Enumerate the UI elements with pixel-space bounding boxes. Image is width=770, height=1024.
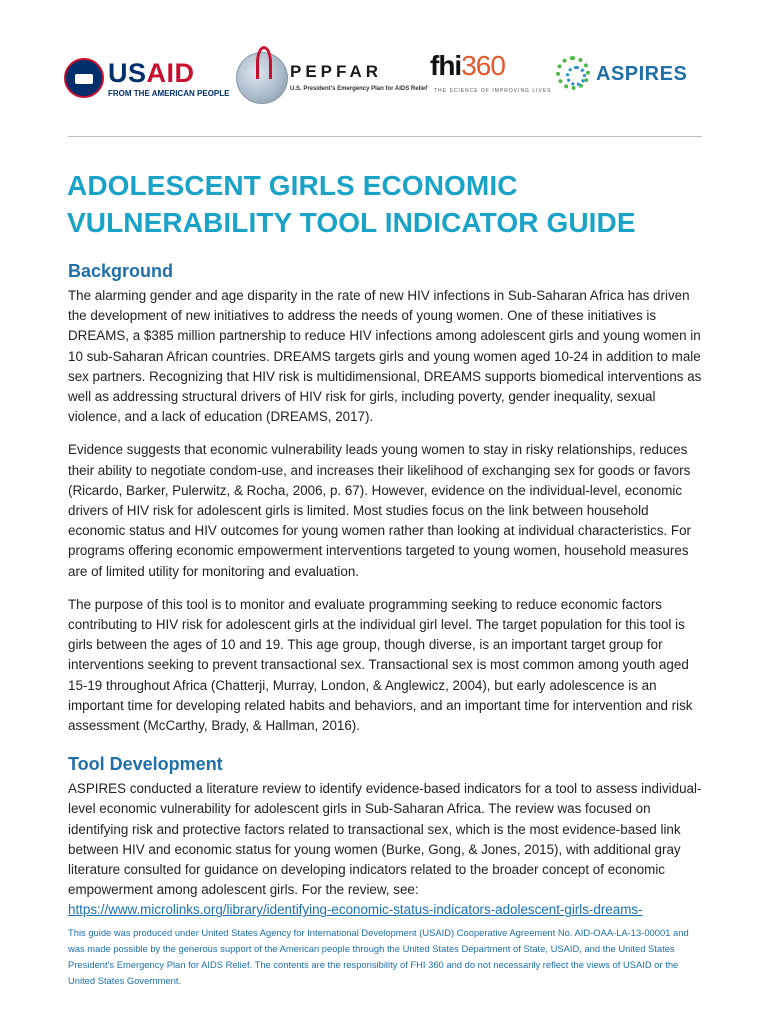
fhi360-logo xyxy=(430,50,552,100)
header-divider xyxy=(68,136,702,137)
usaid-wordmark: USAID xyxy=(108,58,195,88)
funding-footnote: This guide was produced under United States Agency for International Development (USAID) Cooperative Agreement No. AID-OAA-LA-13-00001 and was made possible by the generous support of the American people through the United States Department of State, USAID, and the United States President's Emergency Plan for AIDS Relief. The contents are the responsibility of FHI 360 and do not necessarily reflect the views of USAID or the United States Government. xyxy=(68,927,689,986)
background-paragraph-1: The alarming gender and age disparity in the rate of new HIV infections in Sub-Saharan Africa has driven the development of new initiatives to address the needs of young women. One of these initiatives is DREAMS, a $385 million partnership to reduce HIV infections among adolescent girls and young women in 10 sub-Saharan African countries. DREAMS targets girls and young women aged 10-24 in addition to male sex partners. Recognizing that HIV risk is multidimensional, DREAMS supports biomedical interventions as well as addressing structural drivers of HIV risk for girls, including poverty, gender inequality, sexual violence, and a lack of education (DREAMS, 2017). xyxy=(68,288,702,425)
page-title: ADOLESCENT GIRLS ECONOMIC VULNERABILITY TOOL INDICATOR GUIDE xyxy=(67,170,636,238)
aspires-logo xyxy=(556,56,696,96)
usaid-tagline: FROM THE AMERICAN PEOPLE xyxy=(108,89,230,98)
pepfar-logo xyxy=(236,52,428,108)
fhi360-wordmark: fhi360 xyxy=(430,50,505,81)
tool-development-heading: Tool Development xyxy=(68,754,223,775)
background-paragraph-2: Evidence suggests that economic vulnerability leads young women to stay in risky relationships, reduces their ability to negotiate condom-use, and increases their likelihood of exchanging sex for goods or favors (Ricardo, Barker, Pulerwitz, & Rocha, 2006, p. 67). However, evidence on the individual-level, economic drivers of HIV risk for adolescent girls is limited. Most studies focus on the link between household economic status and HIV outcomes for young women rather than looking at individual characteristics. For programs offering economic empowerment interventions targeted to young women, household measures are of limited utility for monitoring and evaluation. xyxy=(68,442,691,579)
aspires-wordmark: ASPIRES xyxy=(596,63,688,85)
aspires-mark-icon xyxy=(556,56,590,90)
fhi360-tagline: THE SCIENCE OF IMPROVING LIVES xyxy=(434,88,552,94)
main-content xyxy=(68,261,706,921)
pepfar-wordmark: PEPFAR xyxy=(290,62,383,81)
tool-development-paragraph xyxy=(68,779,706,920)
tool-development-text: ASPIRES conducted a literature review to identify evidence-based indicators for a tool to assess individual-level economic vulnerability for adolescent girls in Sub-Saharan Africa. The review was focused on identifying risk and protective factors related to transactional sex, which is the most evidence-based link between HIV and economic status for young women (Burke, Gong, & Jones, 2015), with additional gray literature consulted for guidance on developing indicators related to the broader concept of economic empowerment among adolescent girls. For the review, see: xyxy=(68,781,702,898)
background-heading: Background xyxy=(68,261,174,281)
background-paragraph-3: The purpose of this tool is to monitor and evaluate programming seeking to reduce economic factors contributing to HIV risk for adolescent girls at the individual girl level. The target population for this tool is girls between the ages of 10 and 19. This age group, though diverse, is an important target group for interventions seeking to prevent transactional sex. Transactional sex is most common among youth aged 15-19 throughout Africa (Chatterji, Murray, London, & Anglewicz, 2004), but early adolescence is an important time for developing related habits and behaviors, and an important time for intervention and risk assessment (McCarthy, Brady, & Hallman, 2016). xyxy=(68,596,693,734)
red-ribbon-icon xyxy=(256,46,272,79)
usaid-logo xyxy=(64,58,230,102)
usaid-seal-icon xyxy=(64,58,104,98)
review-link[interactable]: https://www.microlinks.org/library/identifying-economic-status-indicators-adolescent-girls-dreams- xyxy=(68,902,643,918)
pepfar-tagline: U.S. President's Emergency Plan for AIDS Relief xyxy=(290,86,428,92)
logo-bar xyxy=(0,38,770,118)
